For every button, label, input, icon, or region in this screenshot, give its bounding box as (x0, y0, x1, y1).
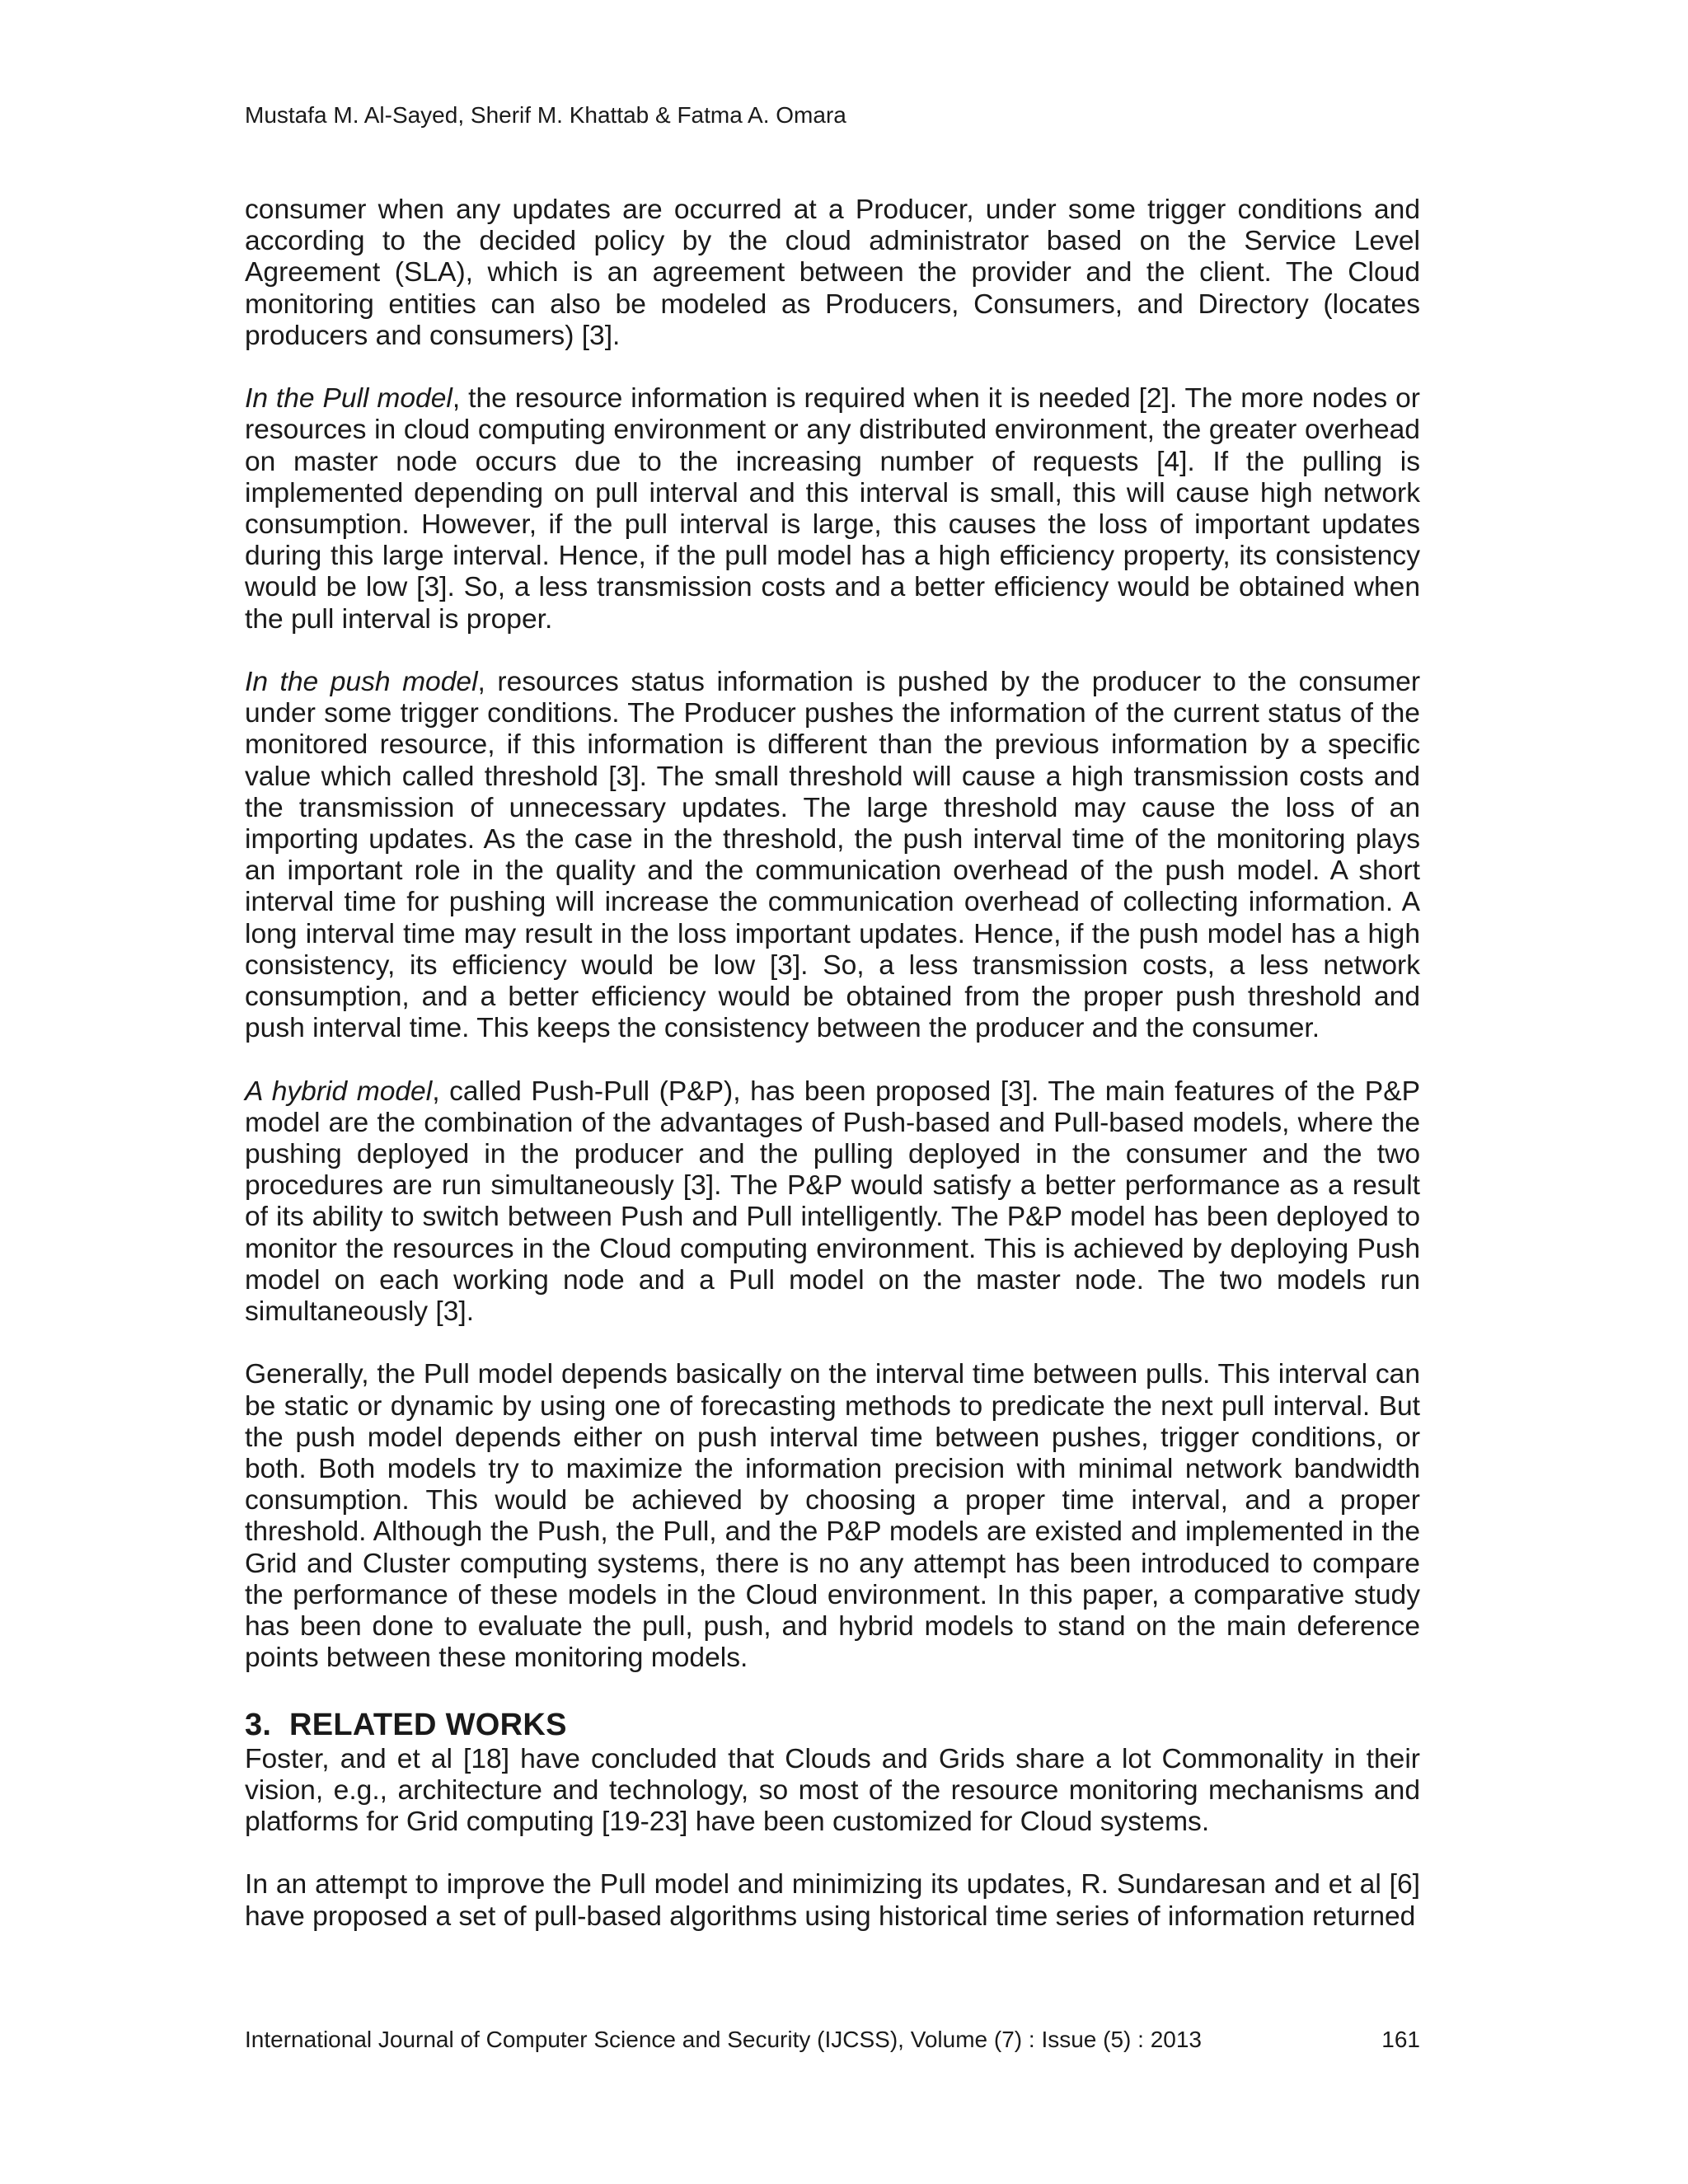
paragraph-text: consumer when any updates are occurred at a Producer, under some trigger conditions and according to the decided policy by the cloud administrator based on the Service Level Agreement (SLA), which is an agreement between the provider and the client. The Cloud monitoring entities can also be modeled as Producers, Consumers, and Directory (locates producers and consumers) [3]. (245, 194, 1420, 351)
paragraph-text: , the resource information is required when it is needed [2]. The more nodes or resources in cloud computing environment or any distributed environment, the greater overhead on master node occurs due to the increasing number of requests [4]. If the pulling is implemented depending on pull interval and this interval is small, this will cause high network consumption. However, if the pull interval is large, this causes the loss of important updates during this large interval. Hence, if the pull model has a high efficiency property, its consistency would be low [3]. So, a less transmission costs and a better efficiency would be obtained when the pull interval is proper. (245, 383, 1420, 635)
paragraph-pull-model (245, 383, 1420, 635)
paragraph-lead-italic: A hybrid model (245, 1076, 433, 1107)
paragraph-lead-italic: In the Pull model (245, 383, 452, 415)
paragraph-lead-italic: In the push model (245, 667, 478, 698)
paragraph-push-model (245, 667, 1420, 1044)
page-number: 161 (1381, 2027, 1420, 2052)
paragraph-related-foster: Foster, and et al [18] have concluded that Clouds and Grids share a lot Commonality in their vision, e.g., architecture and technology, so most of the resource monitoring mechanisms and platforms for Grid computing [19-23] have been customized for Cloud systems. (245, 1743, 1420, 1838)
paragraph-hybrid-model (245, 1076, 1420, 1329)
paragraph-text: , called Push-Pull (P&P), has been proposed [3]. The main features of the P&P model are the combination of the advantages of Push-based and Pull-based models, where the pushing deployed in the producer and the pulling deployed in the consumer and the two procedures are run simultaneously [3]. The P&P would satisfy a better performance as a result of its ability to switch between Push and Pull intelligently. The P&P model has been deployed to monitor the resources in the Cloud computing environment. This is achieved by deploying Push model on each working node and a Pull model on the master node. The two models run simultaneously [3]. (245, 1076, 1420, 1328)
paragraph-text: Generally, the Pull model depends basically on the interval time between pulls. This interval can be static or dynamic by using one of forecasting methods to predicate the next pull interval. But the push model depends either on push interval time between pushes, trigger conditions, or both. Both models try to maximize the information precision with minimal network bandwidth consumption. This would be achieved by choosing a proper time interval, and a proper threshold. Although the Push, the Pull, and the P&P models are existed and implemented in the Grid and Cluster computing systems, there is no any attempt has been introduced to compare the performance of these models in the Cloud environment. In this paper, a comparative study has been done to evaluate the pull, push, and hybrid models to stand on the main deference points between these monitoring models. (245, 1359, 1420, 1674)
section-heading-related-works (245, 1706, 1420, 1744)
paragraph-related-sundaresan: In an attempt to improve the Pull model and minimizing its updates, R. Sundaresan and et al [6] have proposed a set of pull-based algorithms using historical time series of information returned (245, 1869, 1420, 1932)
footer-journal-citation: International Journal of Computer Science and Security (IJCSS), Volume (7) : Issue (5) : 2013 (245, 2027, 1203, 2052)
section-title: RELATED WORKS (289, 1707, 567, 1742)
paragraph-consumer-continuation (245, 194, 1420, 352)
paragraph-generally (245, 1359, 1420, 1674)
paragraph-text: , resources status information is pushed by the producer to the consumer under some trigger conditions. The Producer pushes the information of the current status of the monitored resource, if this information is different than the previous information by a specific value which called threshold [3]. The small threshold will cause a high transmission costs and the transmission of unnecessary updates. The large threshold may cause the loss of an importing updates. As the case in the threshold, the push interval time of the monitoring plays an important role in the quality and the communication overhead of the push model. A short interval time for pushing will increase the communication overhead of collecting information. A long interval time may result in the loss important updates. Hence, if the push model has a high consistency, its efficiency would be low [3]. So, a less transmission costs, a less network consumption, and a better efficiency would be obtained from the proper push threshold and push interval time. This keeps the consistency between the producer and the consumer. (245, 667, 1421, 1044)
running-head-authors: Mustafa M. Al-Sayed, Sherif M. Khattab & Fatma A. Omara (245, 102, 846, 128)
body-text (245, 194, 1420, 1933)
section-number: 3. (245, 1707, 272, 1742)
